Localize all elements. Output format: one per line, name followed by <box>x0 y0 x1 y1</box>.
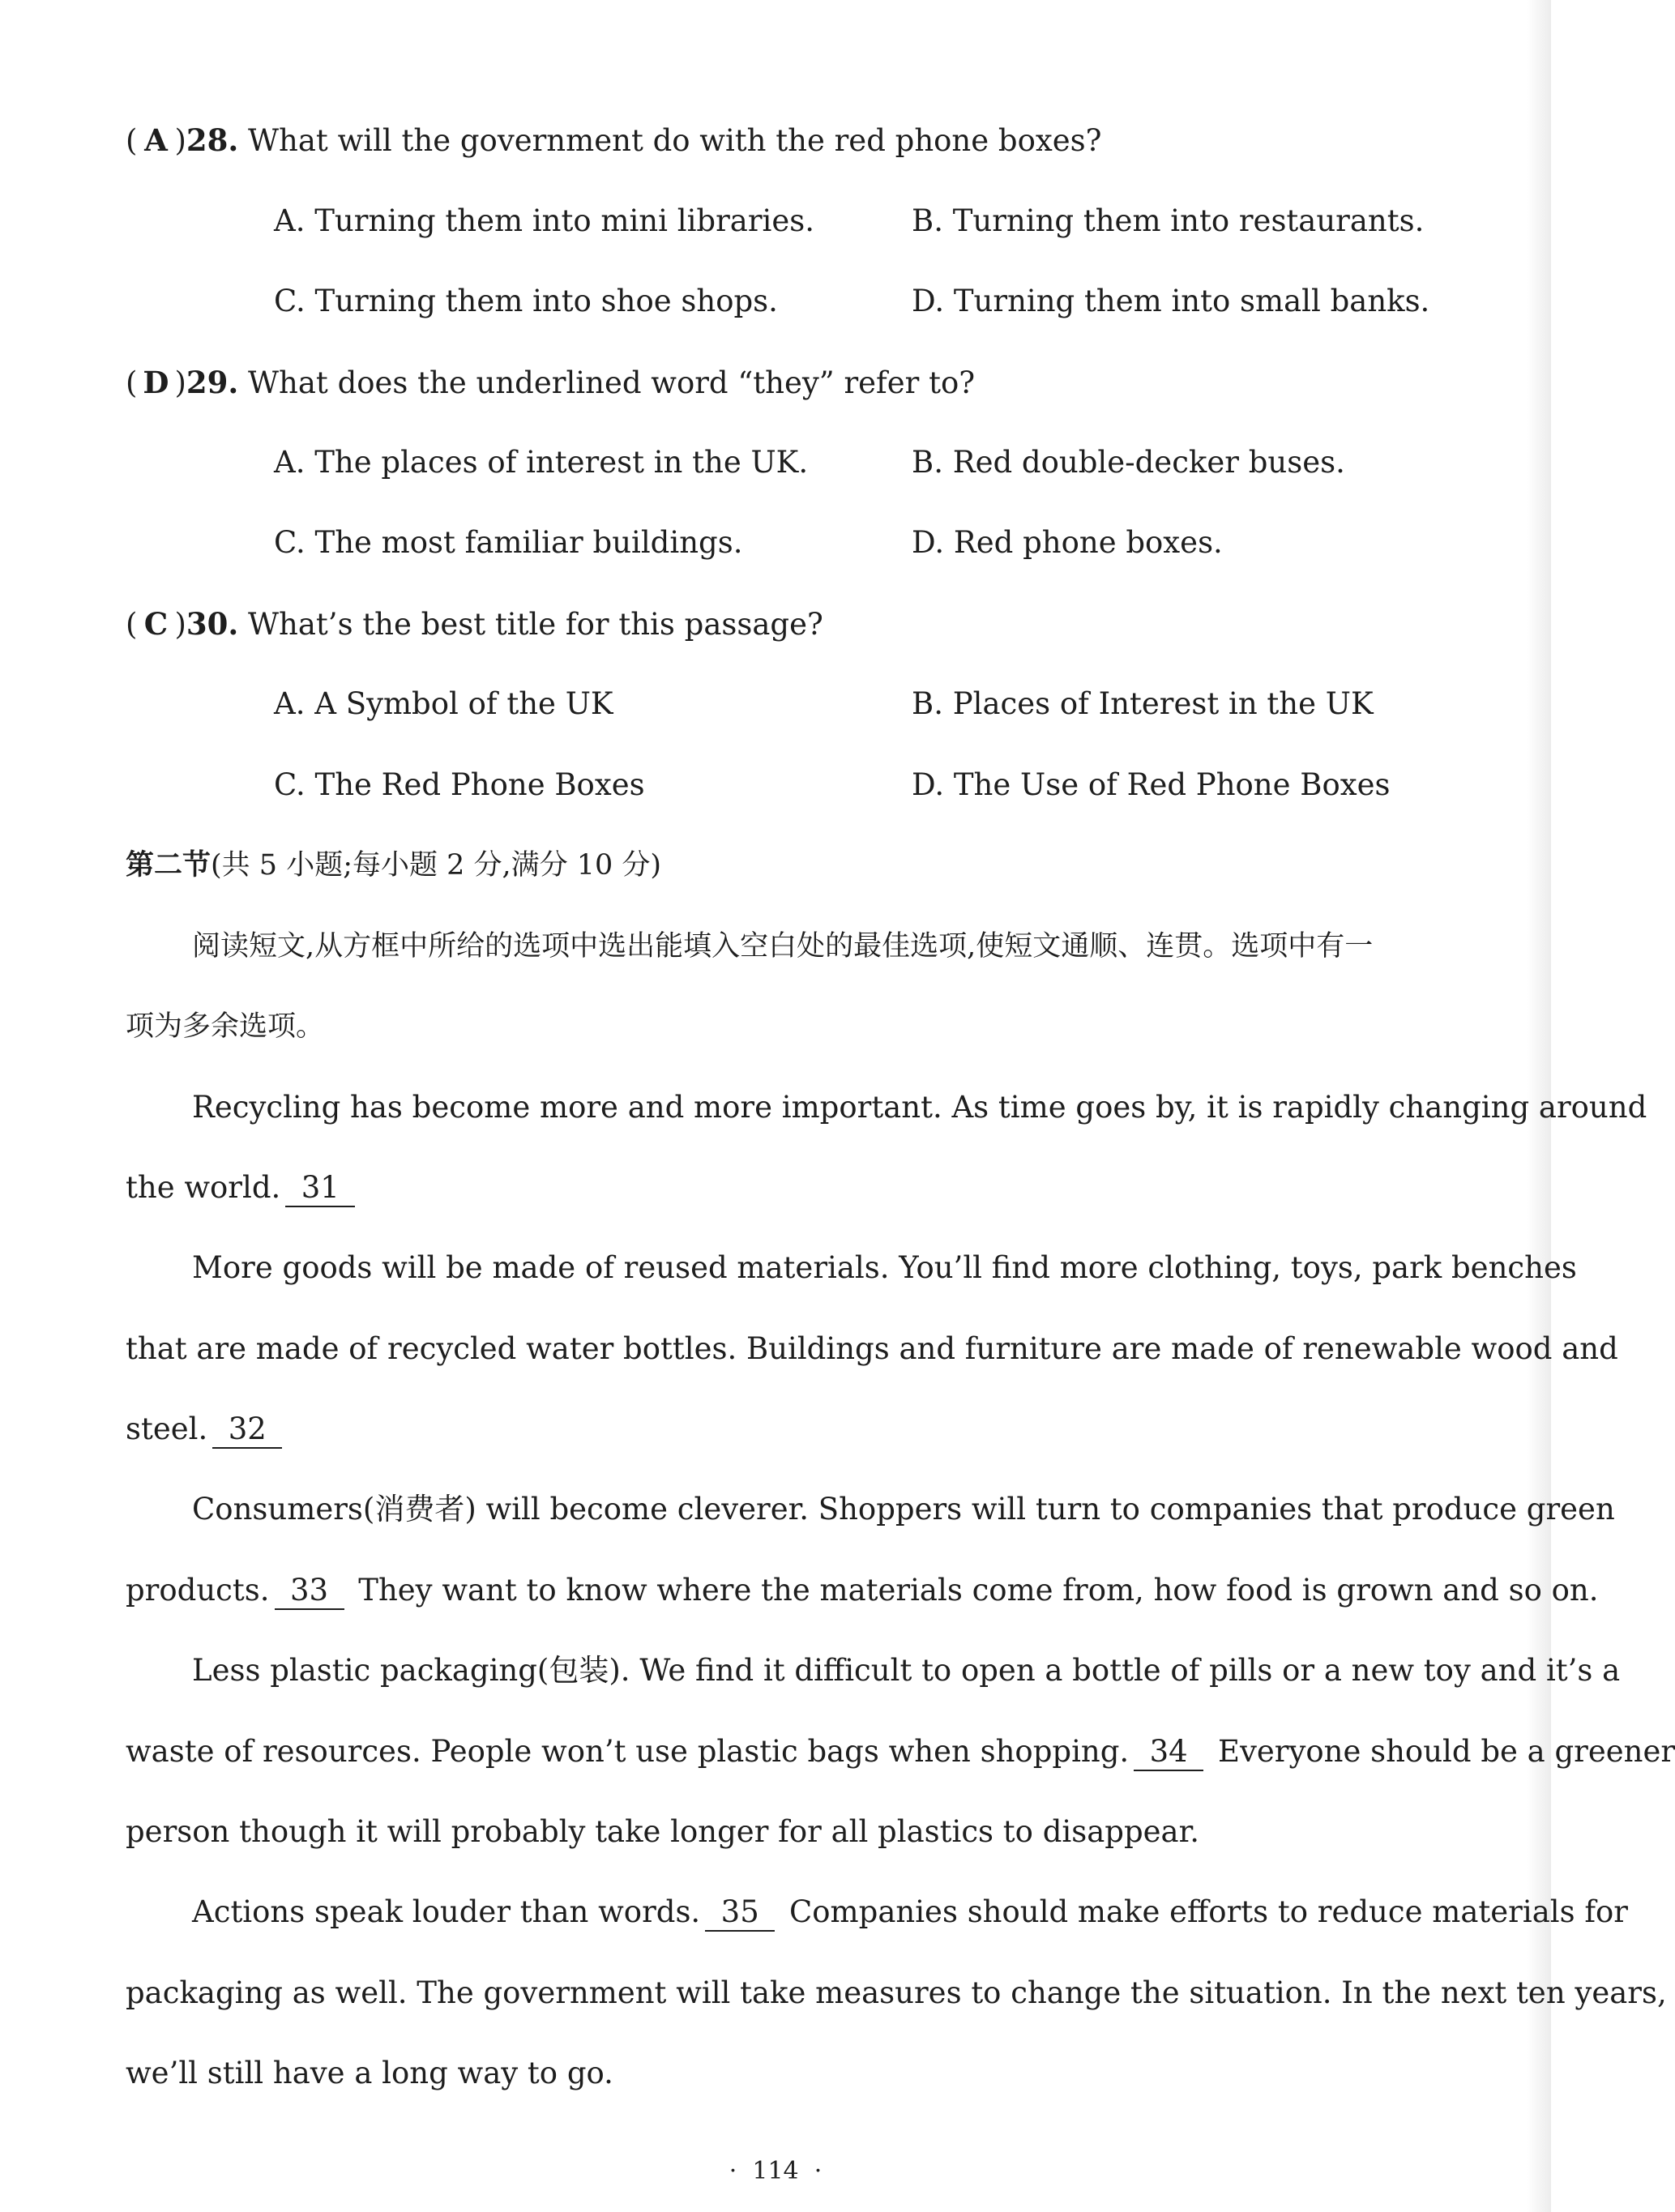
question-29-option-c: C. The most familiar buildings. <box>274 525 743 560</box>
page-number: · 114 · <box>729 2157 823 2185</box>
passage-p3-line-2-end: They want to know where the materials come from, how food is grown and so on. <box>358 1573 1599 1608</box>
blank-31: 31 <box>285 1170 355 1207</box>
passage-p3-line-2-start: products. <box>126 1573 270 1608</box>
passage-p2-line-1: More goods will be made of reused materials. You’ll find more clothing, toys, park benches <box>192 1250 1577 1285</box>
passage-p5-line-1-end: Companies should make efforts to reduce materials for <box>788 1894 1628 1929</box>
question-28-option-c: C. Turning them into shoe shops. <box>274 284 778 318</box>
passage-p1-line-2 <box>126 1168 360 1208</box>
question-30-option-a: A. A Symbol of the UK <box>274 686 613 721</box>
question-28-option-a: A. Turning them into mini libraries. <box>274 203 814 238</box>
passage-p5-line-1-start: Actions speak louder than words. <box>192 1894 701 1929</box>
answer-30: C <box>143 606 169 642</box>
section-2-heading <box>126 845 661 886</box>
question-29: ( D )29. What does the underlined word “they” refer to? <box>126 362 975 404</box>
passage-p3-line-2 <box>126 1570 1599 1611</box>
question-28-option-b: B. Turning them into restaurants. <box>912 203 1425 238</box>
question-28-text: What will the government do with the red phone boxes? <box>248 123 1102 158</box>
answer-29: D <box>143 365 169 400</box>
question-29-option-b: B. Red double-decker buses. <box>912 445 1345 480</box>
passage-p3-line-1: Consumers(消费者) will become cleverer. Shoppers will turn to companies that produce green <box>192 1492 1615 1527</box>
blank-34: 34 <box>1134 1734 1203 1771</box>
passage-p4-line-1: Less plastic packaging(包装). We find it difficult to open a bottle of pills or a new toy and it’s a <box>192 1653 1621 1688</box>
question-28-number: 28. <box>186 122 239 158</box>
blank-32: 32 <box>212 1411 282 1449</box>
answer-28: A <box>144 122 168 158</box>
question-30-option-d: D. The Use of Red Phone Boxes <box>912 767 1391 802</box>
passage-p2-line-2: that are made of recycled water bottles. Buildings and furniture are made of renewable wood and <box>126 1331 1618 1366</box>
passage-p2-line-3 <box>126 1409 287 1450</box>
passage-p4-line-2 <box>126 1732 1675 1772</box>
section-2-title: 第二节 <box>126 848 212 882</box>
passage-p2-line-3-text: steel. <box>126 1411 208 1446</box>
question-28: ( A )28. What will the government do with the red phone boxes? <box>126 120 1101 161</box>
passage-p1-line-2-text: the world. <box>126 1170 281 1205</box>
passage-p5-line-2: packaging as well. The government will take measures to change the situation. In the next ten years, <box>126 1975 1667 2010</box>
question-30-option-b: B. Places of Interest in the UK <box>912 686 1374 721</box>
question-30-text: What’s the best title for this passage? <box>248 607 823 642</box>
blank-35: 35 <box>705 1894 775 1932</box>
question-28-option-d: D. Turning them into small banks. <box>912 284 1430 318</box>
question-29-option-a: A. The places of interest in the UK. <box>274 445 809 480</box>
question-29-text: What does the underlined word “they” refer to? <box>248 365 976 400</box>
question-29-option-d: D. Red phone boxes. <box>912 525 1223 560</box>
passage-p4-line-2-start: waste of resources. People won’t use plastic bags when shopping. <box>126 1734 1130 1769</box>
section-2-instruction-line-2: 项为多余选项。 <box>126 1010 325 1043</box>
question-30: ( C )30. What’s the best title for this passage? <box>126 604 823 645</box>
section-2-info: (共 5 小题;每小题 2 分,满分 10 分) <box>211 849 662 882</box>
section-2-instruction-line-1: 阅读短文,从方框中所给的选项中选出能填入空白处的最佳选项,使短文通顺、连贯。选项中有一 <box>192 930 1374 963</box>
passage-p4-line-2-end: Everyone should be a greener <box>1217 1734 1675 1769</box>
question-30-option-c: C. The Red Phone Boxes <box>274 767 645 802</box>
question-29-number: 29. <box>186 365 239 400</box>
passage-p5-line-1 <box>192 1892 1628 1932</box>
passage-p1-line-1: Recycling has become more and more important. As time goes by, it is rapidly changing around <box>192 1090 1647 1125</box>
passage-p5-line-3: we’ll still have a long way to go. <box>126 2056 613 2090</box>
blank-33: 33 <box>275 1573 344 1610</box>
page-number-value: 114 <box>752 2157 799 2185</box>
question-30-number: 30. <box>186 606 239 642</box>
passage-p4-line-3: person though it will probably take longer for all plastics to disappear. <box>126 1814 1199 1849</box>
